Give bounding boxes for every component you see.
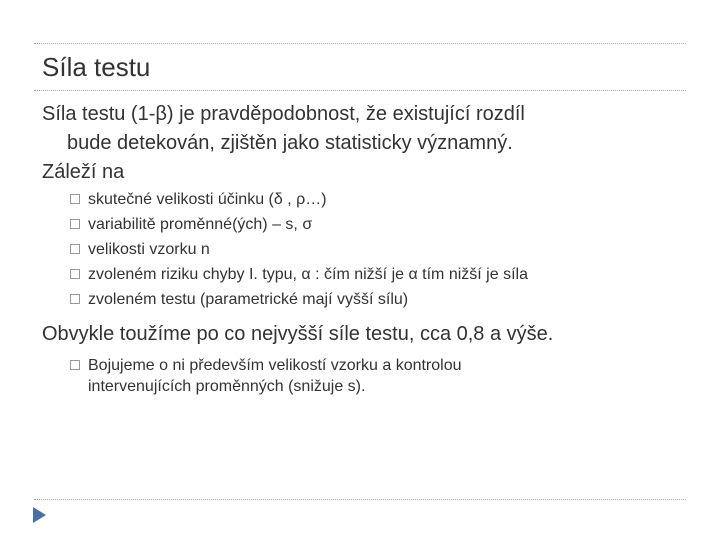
triangle-right-icon[interactable] [33, 507, 46, 523]
factor-text: zvoleném riziku chyby I. typu, α : čím nižší je α tím nižší je síla [88, 266, 528, 283]
square-bullet-icon [70, 269, 80, 279]
factor-item [42, 212, 682, 237]
intro-line-2: bude detekován, zjištěn jako statisticky významný. [67, 132, 513, 154]
factor-text: variabilitě proměnné(ých) – s, σ [88, 216, 313, 233]
desire-line: Obvykle toužíme po co nejvyšší síle testu, cca 0,8 a výše. [42, 323, 554, 345]
title-rule [34, 90, 686, 91]
square-bullet-icon [70, 294, 80, 304]
factor-item [42, 187, 682, 212]
desire-sub-line-1: Bojujeme o ni především velikostí vzorku a kontrolou [88, 357, 462, 374]
square-bullet-icon [70, 194, 80, 204]
desire-sub-line-2: intervenujících proměnných (snižuje s). [88, 378, 366, 395]
square-bullet-icon [70, 244, 80, 254]
slide-body [42, 100, 682, 397]
factor-text: zvoleném testu (parametrické mají vyšší sílu) [88, 291, 409, 308]
top-rule [34, 43, 686, 44]
factor-item [42, 237, 682, 262]
slide-title: Síla testu [42, 52, 151, 82]
factor-item [42, 287, 682, 312]
bottom-rule [34, 499, 686, 500]
intro-line-1: Síla testu (1-β) je pravděpodobnost, že existující rozdíl [42, 103, 525, 125]
depends-heading: Záleží na [42, 161, 125, 183]
square-bullet-icon [70, 219, 80, 229]
factor-text: skutečné velikosti účinku (δ , ρ…) [88, 191, 327, 208]
factor-text: velikosti vzorku n [88, 241, 210, 258]
desire-sub-item [42, 355, 682, 397]
square-bullet-icon [70, 360, 80, 370]
factor-item [42, 262, 682, 287]
